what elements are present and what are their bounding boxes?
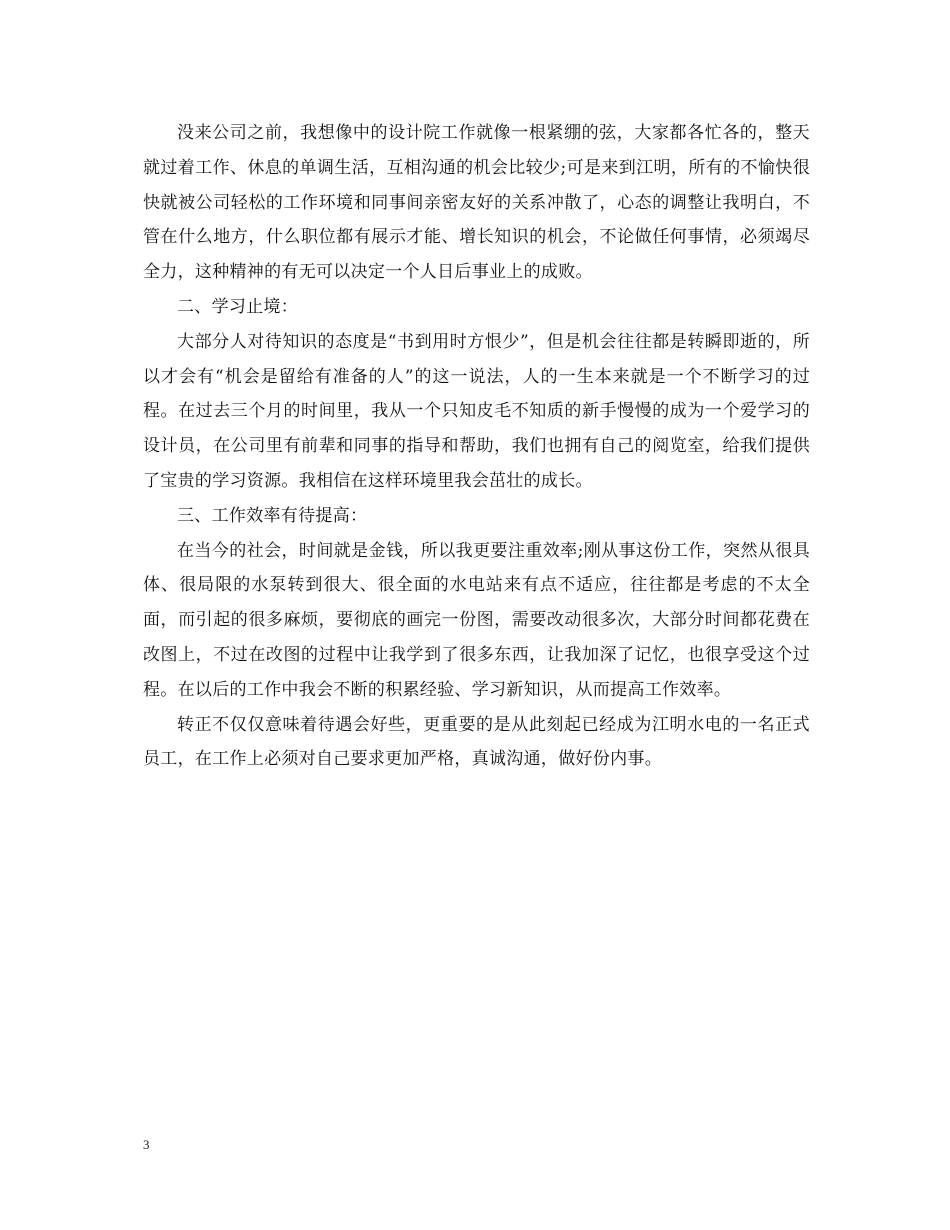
paragraph-conclusion: 转正不仅仅意味着待遇会好些，更重要的是从此刻起已经成为江明水电的一名正式员工，在工作上必须对自己要求更加严格，真诚沟通，做好份内事。 bbox=[143, 714, 810, 770]
document-body bbox=[143, 116, 810, 777]
paragraph-efficiency: 在当今的社会，时间就是金钱，所以我更要注重效率;刚从事这份工作，突然从很具体、很局限的水泵转到很大、很全面的水电站来有点不适应，往往都是考虑的不太全面，而引起的很多麻烦，要彻底的画完一份图，需要改动很多次，大部分时间都花费在改图上，不过在改图的过程中让我学到了很多东西，让我加深了记忆，也很享受这个过程。在以后的工作中我会不断的积累经验、学习新知识，从而提高工作效率。 bbox=[143, 540, 810, 700]
page-number: 3 bbox=[143, 1137, 150, 1152]
section-heading-efficiency: 三、工作效率有待提高： bbox=[177, 505, 368, 526]
section-heading-learning: 二、学习止境： bbox=[177, 296, 299, 317]
paragraph-intro: 没来公司之前，我想像中的设计院工作就像一根紧绷的弦，大家都各忙各的，整天就过着工作、休息的单调生活，互相沟通的机会比较少;可是来到江明，所有的不愉快很快就被公司轻松的工作环境和同事间亲密友好的关系冲散了，心态的调整让我明白，不管在什么地方，什么职位都有展示才能、增长知识的机会，不论做任何事情，必须竭尽全力，这种精神的有无可以决定一个人日后事业上的成败。 bbox=[143, 123, 810, 283]
paragraph-learning: 大部分人对待知识的态度是“书到用时方恨少”，但是机会往往都是转瞬即逝的，所以才会有“机会是留给有准备的人”的这一说法，人的一生本来就是一个不断学习的过程。在过去三个月的时间里，我从一个只知皮毛不知质的新手慢慢的成为一个爱学习的设计员，在公司里有前辈和同事的指导和帮助，我们也拥有自己的阅览室，给我们提供了宝贵的学习资源。我相信在这样环境里我会茁壮的成长。 bbox=[143, 331, 810, 491]
